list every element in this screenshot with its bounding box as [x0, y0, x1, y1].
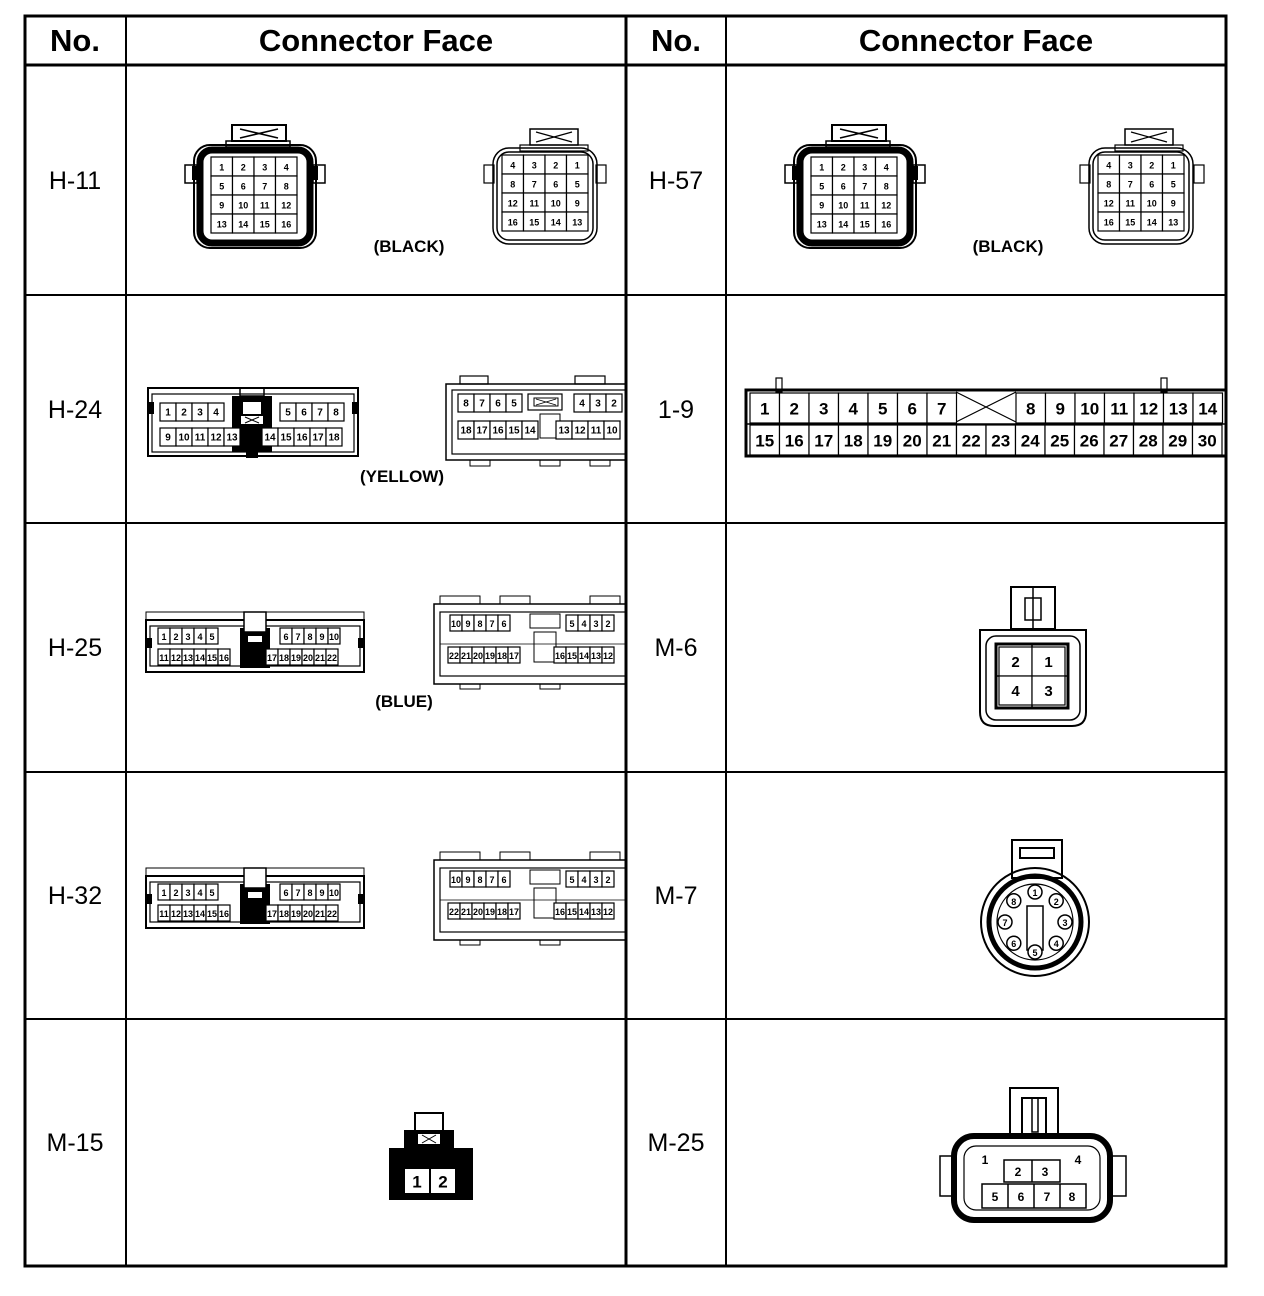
h-25-female-pin-10: 10: [450, 619, 462, 629]
j-1-9-top-pin-7: 7: [937, 399, 947, 419]
m-25-pin-5: 5: [991, 1190, 999, 1204]
h-25-female-pin-2: 2: [605, 619, 611, 629]
h-57-female-pin-10: 10: [1146, 198, 1157, 209]
h-25-male-pin-14: 14: [194, 653, 206, 663]
m-6-pin-1: 1: [1044, 654, 1053, 671]
connector-id-m-15: M-15: [46, 1129, 104, 1157]
h-24-female-pin-18: 18: [460, 425, 472, 437]
h-57-female-pin-1: 1: [1170, 160, 1176, 171]
h-32-male-pin-17: 17: [266, 909, 278, 919]
h-25-male-pin-7: 7: [295, 632, 301, 642]
connector-id-h-57: H-57: [648, 167, 704, 195]
h-11-female-pin-8: 8: [510, 179, 516, 190]
m-25-pin-1: 1: [981, 1153, 989, 1167]
h-32-female-pin-14: 14: [578, 907, 590, 917]
h-24-female-pin-4: 4: [579, 398, 585, 410]
h-32-female-pin-4: 4: [581, 875, 587, 885]
h-32-female-pin-21: 21: [460, 907, 472, 917]
m-7-pin-6: 6: [1011, 939, 1017, 950]
m-7-pin-8: 8: [1011, 896, 1017, 907]
h-24-male-pin-12: 12: [210, 432, 222, 444]
m-7-pin-4: 4: [1053, 939, 1059, 950]
h-24-male-pin-4: 4: [213, 407, 219, 419]
h-32-female-pin-7: 7: [489, 875, 495, 885]
h-11-male-pin-9: 9: [219, 200, 225, 211]
h-24-male-pin-11: 11: [194, 432, 206, 444]
h-25-female-pin-19: 19: [484, 651, 496, 661]
h-25-female-pin-12: 12: [602, 651, 614, 661]
m-25-pin-8: 8: [1068, 1190, 1076, 1204]
h-25-female-pin-13: 13: [590, 651, 602, 661]
connector-h-32-female: [434, 852, 626, 945]
h-57-male-pin-7: 7: [862, 181, 868, 192]
h-32-male-pin-4: 4: [197, 888, 203, 898]
h-25-female-pin-4: 4: [581, 619, 587, 629]
h-57-female-pin-12: 12: [1103, 198, 1114, 209]
h-57-female-pin-7: 7: [1127, 179, 1133, 190]
h-57-female-pin-14: 14: [1146, 217, 1157, 228]
h-25-male-pin-17: 17: [266, 653, 278, 663]
h-32-female-pin-20: 20: [472, 907, 484, 917]
h-11-female-pin-5: 5: [574, 179, 580, 190]
h-11-male-pin-13: 13: [216, 219, 227, 230]
j-1-9-bottom-pin-17: 17: [814, 431, 834, 451]
h-11-female-pin-6: 6: [553, 179, 559, 190]
m-6-pin-2: 2: [1011, 654, 1020, 671]
h-57-female-pin-13: 13: [1168, 217, 1179, 228]
h-11-female-pin-12: 12: [507, 198, 518, 209]
h-24-female-pin-13: 13: [558, 425, 570, 437]
h-24-male-pin-1: 1: [165, 407, 171, 419]
j-1-9-top-pin-3: 3: [819, 399, 829, 419]
h-11-female-pins: [502, 155, 588, 231]
h-25-male-pin-18: 18: [278, 653, 290, 663]
connector-m-15: [389, 1113, 473, 1200]
h-24-male-pin-13: 13: [226, 432, 238, 444]
h-32-female-pin-17: 17: [508, 907, 520, 917]
h-25-female-pin-5: 5: [569, 619, 575, 629]
h-25-male-pin-13: 13: [182, 653, 194, 663]
h-24-male-pin-6: 6: [301, 407, 307, 419]
h-32-male-pin-10: 10: [328, 888, 340, 898]
j-1-9-top-pin-14: 14: [1198, 399, 1218, 419]
connector-id-h-11: H-11: [48, 167, 102, 195]
h-24-female-pin-10: 10: [606, 425, 618, 437]
h-25-female-pin-3: 3: [593, 619, 599, 629]
h-24-female-pin-11: 11: [590, 425, 602, 437]
j-1-9-top-pin-2: 2: [789, 399, 799, 419]
h-24-male-pin-18: 18: [328, 432, 340, 444]
h-57-female-pin-6: 6: [1149, 179, 1155, 190]
h-32-female-pin-2: 2: [605, 875, 611, 885]
h-32-male-pin-22: 22: [326, 909, 338, 919]
m-7-pin-7: 7: [1002, 918, 1008, 928]
h-32-male-pin-9: 9: [319, 888, 325, 898]
color-label-h-24: (YELLOW): [359, 467, 445, 486]
h-57-female-pin-3: 3: [1127, 160, 1133, 171]
h-11-male-pin-5: 5: [219, 181, 225, 192]
connector-id-h-25: H-25: [47, 634, 103, 662]
h-32-male-pin-1: 1: [161, 888, 167, 898]
h-25-male-pin-3: 3: [185, 632, 191, 642]
m-7-pin-1: 1: [1032, 888, 1038, 898]
j-1-9-bottom-pin-19: 19: [873, 431, 893, 451]
color-label-h-11: (BLACK): [373, 237, 445, 256]
h-57-male-pin-1: 1: [819, 162, 825, 173]
h-32-female-pin-6: 6: [501, 875, 507, 885]
h-32-female-pin-12: 12: [602, 907, 614, 917]
m-15-pin-2: 2: [438, 1172, 448, 1192]
h-25-male-pin-1: 1: [161, 632, 167, 642]
h-24-male-pin-7: 7: [317, 407, 323, 419]
h-11-male-pin-14: 14: [238, 219, 249, 230]
h-32-female-pin-22: 22: [448, 907, 460, 917]
h-32-male-pin-7: 7: [295, 888, 301, 898]
h-11-female-pin-3: 3: [531, 160, 537, 171]
h-25-male-pin-19: 19: [290, 653, 302, 663]
h-57-male-pin-6: 6: [840, 181, 846, 192]
h-32-female-pin-10: 10: [450, 875, 462, 885]
h-32-female-pin-18: 18: [496, 907, 508, 917]
m-7-pin-3: 3: [1062, 918, 1068, 928]
h-11-male-pin-11: 11: [259, 200, 270, 211]
h-57-female-pin-9: 9: [1170, 198, 1176, 209]
h-11-female-pin-11: 11: [529, 198, 540, 209]
h-11-male-pin-12: 12: [281, 200, 292, 211]
h-24-male-pin-10: 10: [178, 432, 190, 444]
j-1-9-bottom-pin-24: 24: [1020, 431, 1040, 451]
h-24-male-pin-14: 14: [264, 432, 276, 444]
j-1-9-bottom-bottom_pins: [750, 425, 1222, 455]
j-1-9-top-pin-13: 13: [1168, 399, 1188, 419]
h-57-female-pin-4: 4: [1106, 160, 1112, 171]
j-1-9-bottom-pin-27: 27: [1109, 431, 1129, 451]
h-32-female-pin-15: 15: [566, 907, 578, 917]
h-57-male-pins: [811, 157, 897, 233]
h-25-female-pin-21: 21: [460, 651, 472, 661]
h-32-male-pin-5: 5: [209, 888, 215, 898]
h-24-male-pin-16: 16: [296, 432, 308, 444]
h-57-female-pin-16: 16: [1103, 217, 1114, 228]
header-connector-face-left: Connector Face: [258, 23, 494, 58]
h-11-female-pin-7: 7: [531, 179, 537, 190]
j-1-9-top-pin-1: 1: [760, 399, 770, 419]
connector-m-25: [940, 1088, 1126, 1220]
h-11-female-pin-15: 15: [529, 217, 540, 228]
h-11-male-pins: [211, 157, 297, 233]
h-25-male-pin-21: 21: [314, 653, 326, 663]
h-57-male-pin-15: 15: [859, 219, 870, 230]
h-24-female-pin-3: 3: [595, 398, 601, 410]
m-25-pin-7: 7: [1043, 1190, 1051, 1204]
h-24-female-pin-7: 7: [479, 398, 485, 410]
h-25-female-pin-17: 17: [508, 651, 520, 661]
j-1-9-bottom-pin-25: 25: [1050, 431, 1070, 451]
h-25-male-pin-2: 2: [173, 632, 179, 642]
h-57-male-pin-3: 3: [862, 162, 868, 173]
h-25-male-pin-15: 15: [206, 653, 218, 663]
h-25-male-pin-9: 9: [319, 632, 325, 642]
j-1-9-bottom-pin-15: 15: [755, 431, 775, 451]
h-25-female-pin-18: 18: [496, 651, 508, 661]
h-24-male-pin-5: 5: [285, 407, 291, 419]
h-11-female-pin-10: 10: [550, 198, 561, 209]
h-57-female-pin-2: 2: [1149, 160, 1155, 171]
j-1-9-bottom-pin-23: 23: [991, 431, 1011, 451]
m-6-pin-4: 4: [1011, 683, 1020, 700]
h-24-female-pin-5: 5: [511, 398, 517, 410]
h-25-female-pin-22: 22: [448, 651, 460, 661]
h-11-female-pin-2: 2: [553, 160, 559, 171]
h-32-female-pin-13: 13: [590, 907, 602, 917]
m-7-pin-5: 5: [1032, 948, 1038, 958]
m-25-pin-2: 2: [1014, 1165, 1022, 1179]
h-24-male-pin-17: 17: [312, 432, 324, 444]
h-32-male-pin-20: 20: [302, 909, 314, 919]
pin-labels: [158, 155, 1223, 1204]
m-6-pin-3: 3: [1044, 683, 1053, 700]
connector-id-m-6: M-6: [654, 634, 698, 662]
h-11-male-pin-6: 6: [240, 181, 246, 192]
h-32-female-pin-16: 16: [554, 907, 566, 917]
h-11-male-pin-1: 1: [219, 162, 225, 173]
h-57-female-pin-8: 8: [1106, 179, 1112, 190]
h-32-male-pin-3: 3: [185, 888, 191, 898]
h-24-female-pin-8: 8: [463, 398, 469, 410]
j-1-9-top-pin-12: 12: [1139, 399, 1159, 419]
h-32-male-pin-13: 13: [182, 909, 194, 919]
h-32-male-pin-6: 6: [283, 888, 289, 898]
header-no-left: No.: [50, 23, 100, 58]
h-57-male-pin-16: 16: [881, 219, 892, 230]
h-25-female-female_bottom: [448, 647, 614, 663]
h-25-male-pin-22: 22: [326, 653, 338, 663]
h-24-male-pin-15: 15: [280, 432, 292, 444]
h-32-female-pin-5: 5: [569, 875, 575, 885]
h-24-female-pin-12: 12: [574, 425, 586, 437]
h-32-male-pin-18: 18: [278, 909, 290, 919]
h-32-male-pin-15: 15: [206, 909, 218, 919]
j-1-9-top-top_pins: [750, 393, 1223, 423]
h-57-male-pin-13: 13: [816, 219, 827, 230]
h-24-male-pin-3: 3: [197, 407, 203, 419]
h-57-female-pin-15: 15: [1125, 217, 1136, 228]
h-11-female-pin-14: 14: [550, 217, 561, 228]
h-25-female-pin-16: 16: [554, 651, 566, 661]
h-24-male-pin-9: 9: [165, 432, 171, 444]
h-57-male-pin-8: 8: [883, 181, 889, 192]
h-57-male-pin-4: 4: [883, 162, 889, 173]
h-25-male-pin-11: 11: [159, 653, 169, 663]
h-32-female-pin-8: 8: [477, 875, 483, 885]
h-57-male-pin-5: 5: [819, 181, 825, 192]
connector-id-m-25: M-25: [647, 1129, 705, 1157]
h-11-female-pin-1: 1: [574, 160, 580, 171]
h-32-female-pin-19: 19: [484, 907, 496, 917]
h-32-female-pin-3: 3: [593, 875, 599, 885]
h-32-female-female_top: [450, 871, 614, 887]
h-25-male-pin-10: 10: [328, 632, 340, 642]
h-25-male-pin-12: 12: [170, 653, 182, 663]
h-25-male-pin-5: 5: [209, 632, 215, 642]
h-57-male-pin-11: 11: [859, 200, 870, 211]
j-1-9-bottom-pin-26: 26: [1079, 431, 1099, 451]
h-25-male-pin-4: 4: [197, 632, 203, 642]
h-25-female-pin-8: 8: [477, 619, 483, 629]
h-24-male-pin-8: 8: [333, 407, 339, 419]
h-57-male-pin-14: 14: [838, 219, 849, 230]
h-24-female-pin-15: 15: [508, 425, 520, 437]
h-24-female-pin-17: 17: [476, 425, 488, 437]
j-1-9-bottom-pin-20: 20: [902, 431, 922, 451]
h-32-male-pin-2: 2: [173, 888, 179, 898]
h-11-male-pin-3: 3: [262, 162, 268, 173]
h-24-female-pin-2: 2: [611, 398, 617, 410]
h-32-male-pin-16: 16: [218, 909, 230, 919]
j-1-9-bottom-pin-18: 18: [843, 431, 863, 451]
j-1-9-top-pin-9: 9: [1055, 399, 1065, 419]
h-32-male-pin-19: 19: [290, 909, 302, 919]
h-11-male-pin-7: 7: [262, 181, 268, 192]
j-1-9-bottom-pin-30: 30: [1197, 431, 1217, 451]
j-1-9-top-pin-5: 5: [878, 399, 888, 419]
j-1-9-top-pin-4: 4: [848, 399, 858, 419]
h-25-male-pin-16: 16: [218, 653, 230, 663]
m-6-pins: [999, 647, 1065, 705]
h-11-female-pin-9: 9: [574, 198, 580, 209]
connector-id-1-9: 1-9: [657, 396, 695, 424]
h-25-female-pin-6: 6: [501, 619, 507, 629]
connector-h-24-male: [148, 388, 358, 458]
m-25-pin-6: 6: [1017, 1190, 1025, 1204]
h-24-female-female_top: [458, 394, 622, 412]
header-no-right: No.: [651, 23, 701, 58]
h-32-male-pin-12: 12: [170, 909, 182, 919]
h-32-female-female_bottom: [448, 903, 614, 919]
h-57-female-pins: [1098, 155, 1184, 231]
h-24-female-pin-6: 6: [495, 398, 501, 410]
h-32-male-pin-11: 11: [159, 909, 169, 919]
h-24-female-female_bottom: [458, 421, 620, 439]
h-57-male-pin-10: 10: [838, 200, 849, 211]
h-24-male-pin-2: 2: [181, 407, 187, 419]
connector-h-25-female: [434, 596, 626, 689]
h-25-male-pin-6: 6: [283, 632, 289, 642]
h-25-male-pin-8: 8: [307, 632, 313, 642]
h-24-female-pin-16: 16: [492, 425, 504, 437]
h-24-female-pin-14: 14: [524, 425, 536, 437]
m-7-pin-2: 2: [1053, 896, 1059, 907]
j-1-9-bottom-pin-29: 29: [1168, 431, 1188, 451]
h-25-female-pin-14: 14: [578, 651, 590, 661]
h-11-female-pin-13: 13: [572, 217, 583, 228]
j-1-9-top-pin-6: 6: [907, 399, 917, 419]
h-11-male-pin-10: 10: [238, 200, 249, 211]
h-11-male-pin-8: 8: [283, 181, 289, 192]
h-57-male-pin-9: 9: [819, 200, 825, 211]
j-1-9-bottom-pin-16: 16: [784, 431, 804, 451]
h-25-male-pin-20: 20: [302, 653, 314, 663]
h-25-female-pin-9: 9: [465, 619, 471, 629]
m-25-pin-3: 3: [1041, 1165, 1049, 1179]
m-7-pins: [998, 885, 1072, 959]
j-1-9-bottom-pin-21: 21: [932, 431, 952, 451]
h-57-female-pin-11: 11: [1125, 198, 1136, 209]
h-32-female-pin-9: 9: [465, 875, 471, 885]
connector-id-h-24: H-24: [47, 396, 103, 424]
h-11-female-pin-4: 4: [510, 160, 516, 171]
color-label-h-25: (BLUE): [375, 692, 433, 711]
m-15-pin-1: 1: [412, 1172, 422, 1192]
header-connector-face-right: Connector Face: [858, 23, 1094, 58]
j-1-9-top-pin-11: 11: [1110, 399, 1129, 419]
h-25-female-female_top: [450, 615, 614, 631]
h-11-male-pin-4: 4: [283, 162, 289, 173]
h-57-female-pin-5: 5: [1170, 179, 1176, 190]
h-57-male-pin-2: 2: [840, 162, 846, 173]
h-11-male-pin-2: 2: [240, 162, 246, 173]
h-25-female-pin-20: 20: [472, 651, 484, 661]
h-25-female-pin-7: 7: [489, 619, 495, 629]
connector-id-h-32: H-32: [47, 882, 103, 910]
m-25-pin-4: 4: [1074, 1153, 1082, 1167]
h-11-female-pin-16: 16: [507, 217, 518, 228]
color-label-h-57: (BLACK): [972, 237, 1044, 256]
connector-id-m-7: M-7: [654, 882, 698, 910]
h-32-male-pin-8: 8: [307, 888, 313, 898]
h-11-male-pin-15: 15: [259, 219, 270, 230]
j-1-9-top-pin-10: 10: [1080, 399, 1100, 419]
h-32-male-pin-21: 21: [314, 909, 326, 919]
h-11-male-pin-16: 16: [281, 219, 292, 230]
j-1-9-bottom-pin-28: 28: [1138, 431, 1158, 451]
j-1-9-top-pin-8: 8: [1026, 399, 1036, 419]
h-57-male-pin-12: 12: [881, 200, 892, 211]
h-32-male-pin-14: 14: [194, 909, 206, 919]
h-25-female-pin-15: 15: [566, 651, 578, 661]
j-1-9-bottom-pin-22: 22: [961, 431, 981, 451]
